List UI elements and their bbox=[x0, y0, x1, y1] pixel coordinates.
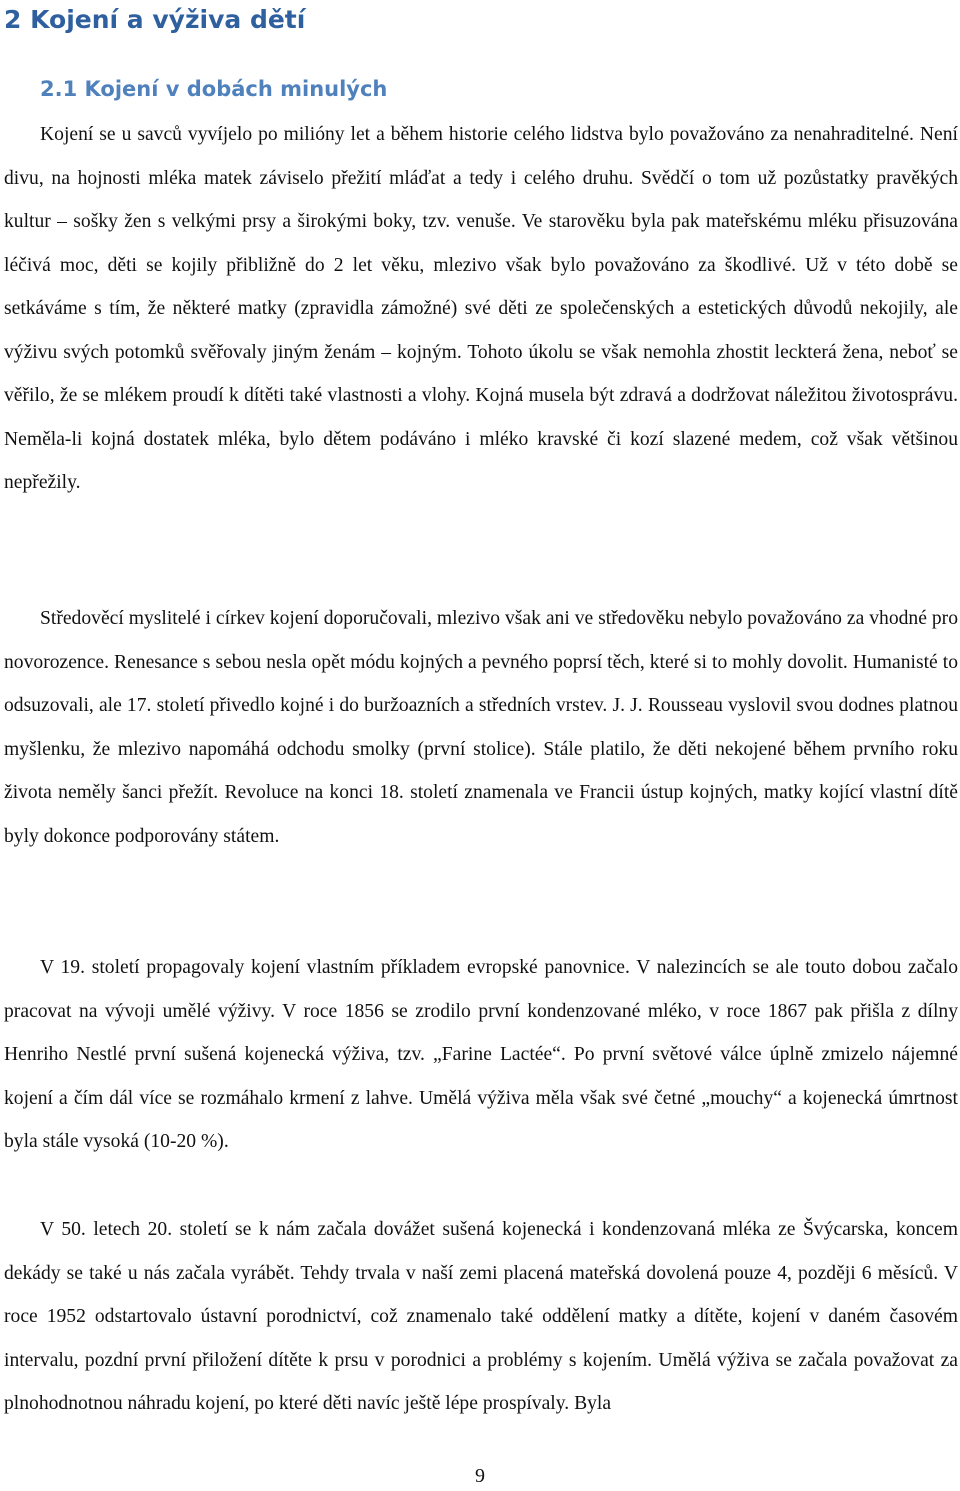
paragraph: Kojení se u savců vyvíjelo po milióny let a během historie celého lidstva bylo považováno za nenahraditelné. Není divu, na hojnosti mléka matek záviselo přežití mláďat a tedy i celého druhu. Svědčí o tom už pozůstatky pravěkých kultur – sošky žen s velkými prsy a širokými boky, tzv. venuše. Ve starověku byla pak mateřskému mléku přisuzována léčivá moc, děti se kojily přibližně do 2 let věku, mlezivo však bylo považováno za škodlivé. Už v této době se setkáváme s tím, že některé matky (zpravidla zámožné) své děti ze společenských a estetických důvodů nekojily, ale výživu svých potomků svěřovaly jiným ženám – kojným. Tohoto úkolu se však nemohla zhostit leckterá žena, neboť se věřilo, že se mlékem proudí k dítěti také vlastnosti a vlohy. Kojná musela být zdravá a dodržovat náležitou životosprávu. Neměla-li kojná dostatek mléka, bylo dětem podáváno i mléko kravské či kozí slazené medem, což však většinou nepřežily. bbox=[4, 124, 958, 493]
section-heading: 2.1 Kojení v dobách minulých bbox=[40, 77, 388, 101]
paragraph: Středověcí myslitelé i církev kojení doporučovali, mlezivo však ani ve středověku nebylo považováno za vhodné pro novorozence. Renesance s sebou nesla opět módu kojných a pevného poprsí těch, které si to mohly dovolit. Humanisté to odsuzovali, ale 17. století přivedlo kojné i do buržoazních a středních vrstev. J. J. Rousseau vyslovil svou dodnes platnou myšlenku, že mlezivo napomáhá odchodu smolky (první stolice). Stále platilo, že děti nekojené během prvního roku života neměly šanci přežít. Revoluce na konci 18. století znamenala ve Francii ústup kojných, matky kojící vlastní dítě byly dokonce podporovány státem. bbox=[4, 608, 958, 847]
paragraph: V 50. letech 20. století se k nám začala dovážet sušená kojenecká i kondenzovaná mléka ze Švýcarska, koncem dekády se také u nás začala vyrábět. Tehdy trvala v naší zemi placená mateřská dovolená pouze 4, později 6 měsíců. V roce 1952 odstartovalo ústavní porodnictví, což znamenalo také oddělení matky a dítěte, kojení v daném časovém intervalu, pozdní první přiložení dítěte k prsu v porodnici a problémy s kojením. Umělá výživa se začala považovat za plnohodnotnou náhradu kojení, po které děti navíc ještě lépe prospívaly. Byla bbox=[4, 1219, 958, 1414]
chapter-heading: 2 Kojení a výživa dětí bbox=[4, 5, 306, 34]
paragraph: V 19. století propagovaly kojení vlastním příkladem evropské panovnice. V nalezincích se ale touto dobou začalo pracovat na vývoji umělé výživy. V roce 1856 se zrodilo první kondenzované mléko, v roce 1867 pak přišla z dílny Henriho Nestlé první sušená kojenecká výživa, tzv. „Farine Lactée“. Po první světové válce úplně zmizelo nájemné kojení a čím dál více se rozmáhalo krmení z lahve. Umělá výživa měla však své četné „mouchy“ a kojenecká úmrtnost byla stále vysoká (10-20 %). bbox=[4, 957, 958, 1152]
page-number: 9 bbox=[475, 1465, 485, 1487]
